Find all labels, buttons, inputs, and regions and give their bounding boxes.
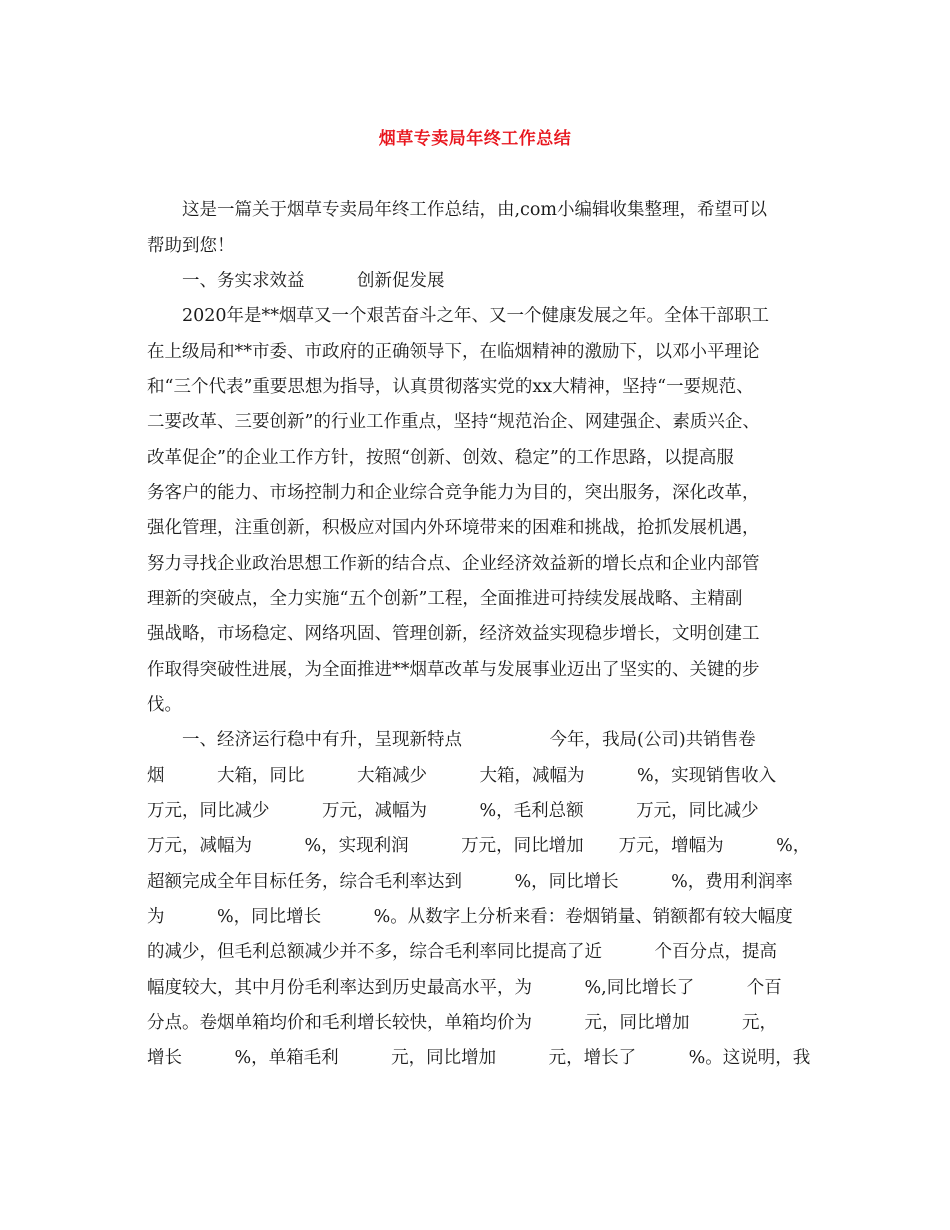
document-title: 烟草专卖局年终工作总结: [378, 129, 572, 149]
body-line: 务客户的能力、市场控制力和企业综合竞争能力为目的，突出服务，深化改革，: [147, 483, 760, 503]
body-line: 增长 %，单箱毛利 元，同比增加 元，增长了 %。这说明，我: [147, 1048, 811, 1068]
body-line: 伐。: [147, 695, 182, 715]
body-line: 努力寻找企业政治思想工作新的结合点、企业经济效益新的增长点和企业内部管: [147, 554, 760, 574]
body-line: 万元，减幅为 %，实现利润 万元，同比增加 万元，增幅为 %，: [147, 836, 811, 856]
body-line: 超额完成全年目标任务，综合毛利率达到 %，同比增长 %，费用利润率: [147, 872, 793, 892]
section-heading: 一、务实求效益 创新促发展: [147, 271, 445, 291]
body-line: 分点。卷烟单箱均价和毛利增长较快，单箱均价为 元，同比增加 元，: [147, 1013, 777, 1033]
body-line: 和“三个代表”重要思想为指导，认真贯彻落实党的xx大精神，坚持“一要规范、: [147, 377, 754, 397]
body-line: 这是一篇关于烟草专卖局年终工作总结，由,com小编辑收集整理，希望可以: [147, 200, 767, 220]
body-line: 强战略，市场稳定、网络巩固、管理创新，经济效益实现稳步增长，文明创建工: [147, 624, 760, 644]
body-line: 烟 大箱，同比 大箱减少 大箱，减幅为 %，实现销售收入: [147, 766, 777, 786]
body-line: 幅度较大，其中月份毛利率达到历史最高水平，为 %,同比增长了 个百: [147, 978, 782, 998]
section-heading: 一、经济运行稳中有升，呈现新特点 今年，我局(公司)共销售卷: [147, 730, 756, 750]
body-line: 在上级局和**市委、市政府的正确领导下，在临烟精神的激励下，以邓小平理论: [147, 342, 760, 362]
body-line: 强化管理，注重创新，积极应对国内外环境带来的困难和挑战，抢抓发展机遇，: [147, 518, 760, 538]
body-line: 作取得突破性进展，为全面推进**烟草改革与发展事业迈出了坚实的、关键的步: [147, 660, 760, 680]
body-line: 二要改革、三要创新”的行业工作重点，坚持“规范治企、网建强企、素质兴企、: [147, 412, 760, 432]
body-line: 的减少，但毛利总额减少并不多，综合毛利率同比提高了近 个百分点，提高: [147, 942, 777, 962]
body-line: 万元，同比减少 万元，减幅为 %，毛利总额 万元，同比减少: [147, 801, 759, 821]
body-line: 为 %，同比增长 %。从数字上分析来看：卷烟销量、销额都有较大幅度: [147, 907, 793, 927]
body-line: 2020年是**烟草又一个艰苦奋斗之年、又一个健康发展之年。全体干部职工: [147, 306, 770, 326]
body-line: 改革促企”的企业工作方针，按照“创新、创效、稳定”的工作思路，以提高服: [147, 448, 734, 468]
body-line: 理新的突破点，全力实施“五个创新”工程，全面推进可持续发展战略、主精副: [147, 589, 743, 609]
body-line: 帮助到您！: [147, 236, 235, 256]
